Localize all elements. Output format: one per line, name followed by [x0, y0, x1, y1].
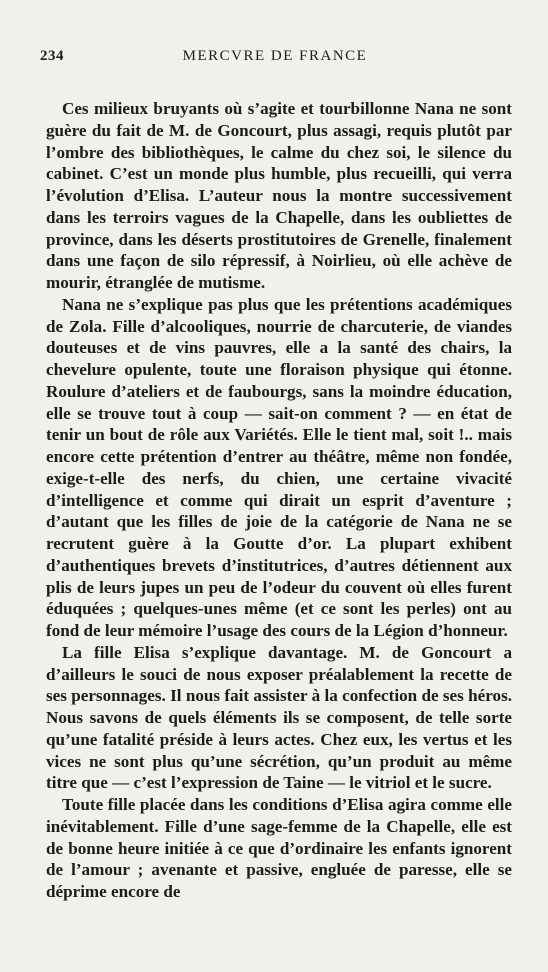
- page-header: [40, 48, 510, 72]
- paragraph-4: Toute fille placée dans les conditions d’Elisa agira comme elle inévitablement. Fille d’une sage-femme de la Chapelle, elle est de bonne heure initiée à ce que d’ordinaire les enfants ignorent de l’amour ; avenante et passive, engluée de paresse, elle se déprime encore de: [46, 795, 512, 901]
- paragraph-3: La fille Elisa s’explique davantage. M. de Goncourt a d’ailleurs le souci de nous exposer préalablement la recette de ses personnages. Il nous fait assister à la confection de ses héros. Nous savons de quels éléments ils se composent, de telle sorte qu’une fatalité préside à leurs actes. Chez eux, les vertus et les vices ne sont plus qu’une sécrétion, qu’un produit au même titre que — c’est l’expression de Taine — le vitriol et le sucre.: [46, 642, 512, 793]
- page-number: 234: [40, 48, 64, 64]
- paragraph-1: Ces milieux bruyants où s’agite et tourbillonne Nana ne sont guère du fait de M. de Goncourt, plus assagi, requis plutôt par l’ombre des bibliothèques, le calme du chez soi, le silence du cabinet. C’est un monde plus humble, plus recueilli, qui verra l’évolution d’Elisa. L’auteur nous la montre successivement dans les terroirs vagues de la Chapelle, dans les oubliettes de province, dans les déserts prostitutoires de Grenelle, finalement dans une façon de silo répressif, à Noirlieu, où elle achève de mourir, étranglée de mutisme.: [46, 99, 512, 292]
- paragraph-2: Nana ne s’explique pas plus que les prétentions académiques de Zola. Fille d’alcooliques, nourrie de charcuterie, de viandes douteuses et de vins pauvres, elle a la santé des chairs, la chevelure opulente, toute une floraison physique qui étonne. Roulure d’ateliers et de faubourgs, sans la moindre éducation, elle se trouve tout à coup — sait-on comment ? — en état de tenir un bout de rôle aux Variétés. Elle le tient mal, soit !.. mais encore cette prétention d’entrer au théâtre, même non fondée, exige-t-elle des nerfs, du chien, une certaine vivacité d’intelligence et comme qui dirait un esprit d’aventure ; d’autant que les filles de joie de la catégorie de Nana ne se recrutent guère à la Goutte d’or. La plupart exhibent d’authentiques brevets d’institutrices, d’autres détiennent aux plis de leurs jupes un peu de l’odeur du couvent où elles furent éduquées ; quelques-unes même (et ce sont les perles) ont au fond de leur mémoire l’usage des cours de la Légion d’honneur.: [46, 294, 512, 640]
- body-text: [46, 98, 512, 903]
- running-title: MERCVRE DE FRANCE: [182, 48, 368, 64]
